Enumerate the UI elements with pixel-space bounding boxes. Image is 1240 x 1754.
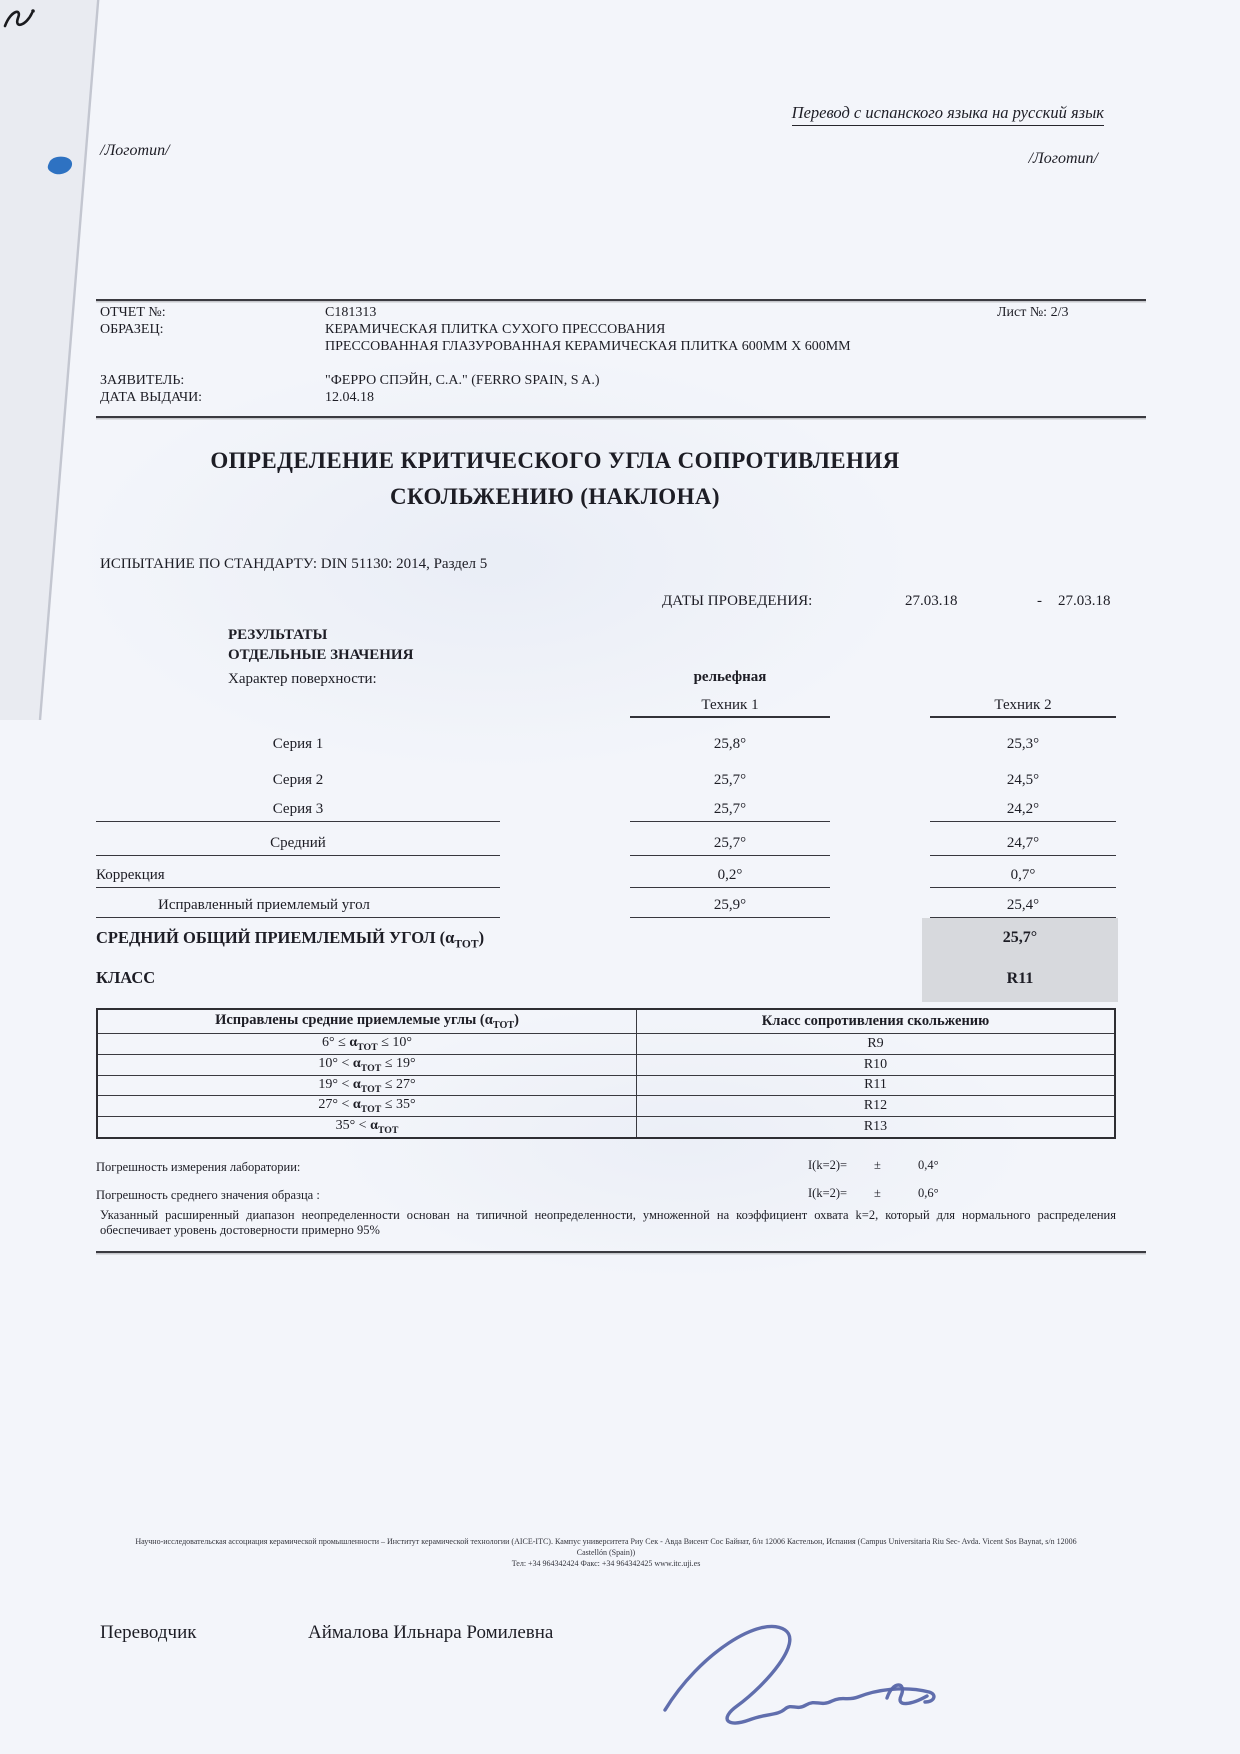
footer-line1: Научно-исследовательская ассоциация керамической промышленности – Институт керамической технологии (AICE-ITC). Кампус университета Риу Сек - Авда Висент Сос Байнат, б/н 12006 Кастельон, Испания (Campus Universitaria Riu Sec- Avda. Vicent Sos Baynat, s/n 12006	[135, 1537, 1077, 1546]
row-label: Исправленный приемлемый угол	[96, 897, 500, 918]
angle-range: $10^\circ < \alpha_{ТОТ} \le 19^\circ$	[97, 1054, 637, 1075]
sample-uncertainty-value: 0,6°	[918, 1186, 939, 1200]
table-row	[96, 718, 1116, 756]
class-code: R13	[637, 1117, 1115, 1138]
rule-top	[96, 299, 1146, 301]
total-angle-label: СРЕДНИЙ ОБЩИЙ ПРИЕМЛЕМЫЙ УГОЛ $(\alpha_{ТОТ})$	[96, 928, 485, 951]
applicant-label: ЗАЯВИТЕЛЬ:	[100, 373, 185, 388]
ink-blob-artifact	[42, 150, 78, 180]
angle-range: $19^\circ < \alpha_{ТОТ} \le 27^\circ$	[97, 1075, 637, 1096]
issue-date-label: ДАТА ВЫДАЧИ:	[100, 390, 203, 405]
test-date-from: 27.03.18	[905, 593, 958, 609]
logo-left-placeholder: /Логотип/	[100, 142, 170, 159]
total-angle-value: 25,7°	[1002, 929, 1038, 946]
row-label: Коррекция	[96, 867, 500, 888]
sample-uncertainty-pm: ±	[874, 1186, 881, 1200]
row-value-t1: 25,7°	[713, 772, 747, 788]
test-dates-label: ДАТЫ ПРОВЕДЕНИЯ:	[662, 593, 813, 609]
applicant-value: "ФЕРРО СПЭЙН, С.А." (FERRO SPAIN, S A.)	[325, 373, 600, 388]
table-row	[97, 1096, 1115, 1117]
results-header-row	[96, 688, 1116, 718]
lab-uncertainty-row	[96, 1158, 1116, 1176]
table-row	[96, 756, 1116, 792]
footer-line3: Тел: +34 964342424 Факс: +34 964342425 www.itc.uji.es	[511, 1559, 701, 1568]
individual-values-heading: ОТДЕЛЬНЫЕ ЗНАЧЕНИЯ	[228, 647, 414, 663]
table-row	[96, 792, 1116, 822]
row-value-t1: 25,7°	[630, 835, 830, 856]
surface-type-value: рельефная	[693, 669, 767, 685]
row-label: Средний	[96, 835, 500, 856]
table-row	[96, 822, 1116, 856]
footer-line2: Castellón (Spain))	[576, 1548, 636, 1557]
technician2-header: Техник 2	[930, 697, 1116, 718]
lab-uncertainty-value: 0,4°	[918, 1158, 939, 1172]
table-row	[96, 888, 1116, 918]
row-value-t1: 25,7°	[630, 801, 830, 822]
sample-uncertainty-label: Погрешность среднего значения образца :	[96, 1188, 320, 1202]
test-date-to: 27.03.18	[1058, 593, 1111, 609]
results-heading: РЕЗУЛЬТАТЫ	[228, 627, 328, 643]
uncertainty-note: Указанный расширенный диапазон неопределенности основан на типичной неопределенности, умноженной на коэффициент охвата k=2, который для нормального распределения обеспечивает уровень достоверности примерно 95%	[100, 1208, 1116, 1237]
angle-range: $27^\circ < \alpha_{ТОТ} \le 35^\circ$	[97, 1096, 637, 1117]
row-value-t2: 24,7°	[930, 835, 1116, 856]
row-value-t2: 0,7°	[930, 867, 1116, 888]
row-value-t1: 25,9°	[630, 897, 830, 918]
classification-table	[96, 1008, 1116, 1139]
row-label: Серия 3	[96, 801, 500, 822]
sample-line2: ПРЕССОВАННАЯ ГЛАЗУРОВАННАЯ КЕРАМИЧЕСКАЯ ПЛИТКА 600ММ X 600ММ	[325, 339, 851, 354]
document-title	[0, 443, 1110, 515]
class-code: R12	[637, 1096, 1115, 1117]
lab-uncertainty-label: Погрешность измерения лаборатории:	[96, 1160, 301, 1174]
class-label: КЛАСС	[96, 968, 156, 987]
class-value: R11	[1006, 970, 1034, 987]
test-date-separator: -	[1037, 593, 1042, 609]
title-line1: ОПРЕДЕЛЕНИЕ КРИТИЧЕСКОГО УГЛА СОПРОТИВЛЕНИЯ	[210, 448, 900, 473]
row-value-t2: 25,4°	[930, 897, 1116, 918]
translation-note: Перевод с испанского языка на русский язык	[792, 103, 1104, 126]
angle-range: $35^\circ < \alpha_{ТОТ}$	[97, 1117, 637, 1138]
results-table	[96, 688, 1116, 918]
report-number-value: C181313	[325, 305, 377, 320]
sample-line1: КЕРАМИЧЕСКАЯ ПЛИТКА СУХОГО ПРЕССОВАНИЯ	[325, 322, 666, 337]
institute-footer	[96, 1536, 1116, 1569]
row-value-t2: 24,2°	[930, 801, 1116, 822]
translator-label: Переводчик	[100, 1622, 197, 1643]
logo-right-placeholder: /Логотип/	[1028, 150, 1098, 167]
class-header: Класс сопротивления скольжению	[637, 1009, 1115, 1034]
title-line2: СКОЛЬЖЕНИЮ (НАКЛОНА)	[390, 484, 720, 509]
table-row	[96, 856, 1116, 888]
page-edge-artifact	[0, 0, 170, 720]
sample-uncertainty-row	[96, 1186, 1116, 1204]
class-code: R9	[637, 1034, 1115, 1055]
rule-under-notes	[96, 1251, 1146, 1253]
corner-scan-mark-icon	[2, 4, 38, 34]
table-row	[97, 1117, 1115, 1138]
report-number-label: ОТЧЕТ №:	[100, 305, 166, 320]
sample-label: ОБРАЗЕЦ:	[100, 322, 164, 337]
class-code: R11	[637, 1075, 1115, 1096]
signature	[635, 1608, 965, 1738]
row-value-t1: 25,8°	[713, 736, 747, 752]
surface-type-label: Характер поверхности:	[228, 671, 377, 687]
table-row	[97, 1034, 1115, 1055]
rule-under-info	[96, 416, 1146, 418]
classification-header-row	[97, 1009, 1115, 1034]
issue-date-value: 12.04.18	[325, 390, 374, 405]
test-standard: ИСПЫТАНИЕ ПО СТАНДАРТУ: DIN 51130: 2014, Раздел 5	[100, 556, 488, 572]
lab-uncertainty-pm: ±	[874, 1158, 881, 1172]
sheet-number: Лист №: 2/3	[997, 305, 1069, 320]
row-label: Серия 2	[272, 772, 324, 788]
angle-range: $6^\circ \le \alpha_{ТОТ} \le 10^\circ$	[97, 1034, 637, 1055]
class-code: R10	[637, 1054, 1115, 1075]
table-row	[97, 1054, 1115, 1075]
row-value-t2: 25,3°	[1006, 736, 1040, 752]
table-row	[97, 1075, 1115, 1096]
technician1-header: Техник 1	[630, 697, 830, 718]
lab-uncertainty-k: I(k=2)=	[808, 1158, 848, 1172]
translator-name: Аймалова Ильнара Ромилевна	[308, 1622, 554, 1643]
row-value-t2: 24,5°	[1006, 772, 1040, 788]
angles-header: Исправлены средние приемлемые углы $(\alpha_{ТОТ})$	[97, 1009, 637, 1034]
row-label: Серия 1	[272, 736, 324, 752]
row-value-t1: 0,2°	[630, 867, 830, 888]
sample-uncertainty-k: I(k=2)=	[808, 1186, 848, 1200]
